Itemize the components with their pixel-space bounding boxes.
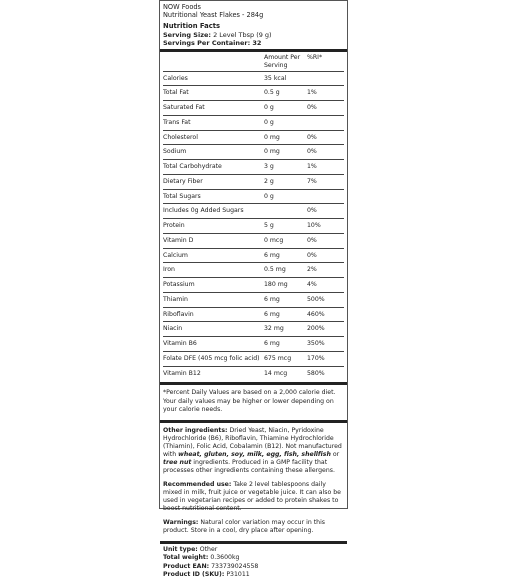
total-weight: Total weight: 0.3600kg: [163, 554, 240, 562]
nutrient-amount: 180 mg: [264, 278, 307, 293]
table-row: [163, 160, 344, 175]
nutrient-ri: 460%: [307, 307, 344, 322]
table-row: [163, 263, 344, 278]
product-ean: Product EAN: 733739024558: [163, 562, 259, 570]
servings-per-container: Servings Per Container: 32: [163, 39, 262, 48]
ingredients: Other ingredients: Dried Yeast, Niacin, Pyridoxine Hydrochloride (B6), Riboflavin, Thiamine Hydrochloride (Thiamin), Folic Acid, Cobalamin (B12). Not manufactured with wheat, gluten, soy, milk, egg, fish, shellfish or tree nut ingredients. Produced in a GMP facility that processes other ingredients containing these allergens.: [163, 426, 342, 474]
unit-info: [163, 544, 344, 580]
nutrient-name: Thiamin: [163, 292, 264, 307]
nutrient-ri: 7%: [307, 174, 344, 189]
nutrient-ri: 200%: [307, 322, 344, 337]
product-id: Product ID (SKU): P31011: [163, 570, 250, 578]
table-row: [163, 322, 344, 337]
table-row: [163, 189, 344, 204]
nutrient-name: Niacin: [163, 322, 264, 337]
nutrient-name: Vitamin B6: [163, 337, 264, 352]
nutrient-name: Total Sugars: [163, 189, 264, 204]
nutrient-name: Total Fat: [163, 86, 264, 101]
nutrient-amount: 0.5 mg: [264, 263, 307, 278]
table-row: [163, 115, 344, 130]
table-header-row: [163, 52, 344, 71]
nutrient-ri: 4%: [307, 278, 344, 293]
table-row: [163, 130, 344, 145]
table-row: [163, 337, 344, 352]
nutrient-ri: [307, 115, 344, 130]
nutrient-ri: 0%: [307, 145, 344, 160]
nutrient-ri: 170%: [307, 351, 344, 366]
nutrient-ri: [307, 71, 344, 86]
nutrient-ri: 0%: [307, 130, 344, 145]
table-row: [163, 71, 344, 86]
nutrient-amount: 0.5 g: [264, 86, 307, 101]
nutrient-amount: 675 mcg: [264, 351, 307, 366]
nutrient-name: Potassium: [163, 278, 264, 293]
nutrient-name: Iron: [163, 263, 264, 278]
nutrient-ri: 580%: [307, 366, 344, 380]
nutrient-ri: 0%: [307, 233, 344, 248]
nutrient-name: Dietary Fiber: [163, 174, 264, 189]
nutrient-ri: 0%: [307, 248, 344, 263]
nutrient-amount: 0 mg: [264, 130, 307, 145]
nutrient-name: Calories: [163, 71, 264, 86]
nutrition-facts-title: Nutrition Facts: [163, 22, 221, 31]
nutrient-name: Includes 0g Added Sugars: [163, 204, 264, 219]
product-name: Nutritional Yeast Flakes - 284g: [163, 11, 264, 20]
nutrient-ri: 10%: [307, 219, 344, 234]
table-row: [163, 307, 344, 322]
nutrient-amount: 2 g: [264, 174, 307, 189]
nutrition-label: [159, 0, 348, 578]
nutrient-amount: 6 mg: [264, 337, 307, 352]
table-row: [163, 86, 344, 101]
nutrient-ri: 2%: [307, 263, 344, 278]
nutrient-amount: [264, 204, 307, 219]
nutrient-ri: 0%: [307, 204, 344, 219]
nutrient-name: Riboflavin: [163, 307, 264, 322]
ri-header: %RI*: [307, 54, 323, 62]
nutrient-amount: 5 g: [264, 219, 307, 234]
nutrient-name: Sodium: [163, 145, 264, 160]
table-row: [163, 292, 344, 307]
nutrient-amount: 6 mg: [264, 248, 307, 263]
table-row: [163, 219, 344, 234]
nutrition-table: [163, 52, 344, 380]
nutrient-amount: 0 g: [264, 115, 307, 130]
table-row: [163, 174, 344, 189]
warnings: Warnings: Natural color variation may occur in this product. Store in a cool, dry place after opening.: [163, 519, 326, 535]
nutrient-amount: 3 g: [264, 160, 307, 175]
nutrient-amount: 6 mg: [264, 307, 307, 322]
nutrient-name: Cholesterol: [163, 130, 264, 145]
nutrient-amount: 32 mg: [264, 322, 307, 337]
nutrient-amount: 6 mg: [264, 292, 307, 307]
table-row: [163, 278, 344, 293]
nutrient-amount: 14 mcg: [264, 366, 307, 380]
table-row: [163, 366, 344, 380]
nutrient-ri: 350%: [307, 337, 344, 352]
table-row: [163, 145, 344, 160]
unit-type: Unit type: Other: [163, 546, 218, 554]
amount-header: Amount Per Serving: [264, 54, 301, 69]
table-row: [163, 204, 344, 219]
table-row: [163, 351, 344, 366]
nutrient-amount: 0 mg: [264, 145, 307, 160]
nutrient-name: Vitamin D: [163, 233, 264, 248]
nutrient-name: Total Carbohydrate: [163, 160, 264, 175]
nutrient-ri: [307, 189, 344, 204]
brand-name: NOW Foods: [163, 3, 201, 11]
nutrient-amount: 0 g: [264, 101, 307, 116]
nutrient-name: Vitamin B12: [163, 366, 264, 380]
nutrient-name: Trans Fat: [163, 115, 264, 130]
nutrient-name: Calcium: [163, 248, 264, 263]
nutrient-name: Folate DFE (405 mcg folic acid): [163, 351, 264, 366]
table-row: [163, 101, 344, 116]
nutrient-ri: 1%: [307, 86, 344, 101]
nutrient-name: Saturated Fat: [163, 101, 264, 116]
nutrient-ri: 0%: [307, 101, 344, 116]
serving-size: Serving Size: 2 Level Tbsp (9 g): [163, 30, 272, 39]
footnote: *Percent Daily Values are based on a 2,000 calorie diet. Your daily values may be higher or lower depending on your calorie needs.: [163, 389, 336, 413]
table-row: [163, 233, 344, 248]
nutrient-amount: 0 g: [264, 189, 307, 204]
recommended-use: Recommended use: Take 2 level tablespoons daily mixed in milk, fruit juice or vegetable juice. It can also be used in vegetarian recipes or added to protein shakes to boost nutritional content.: [163, 481, 341, 513]
nutrient-amount: 0 mcg: [264, 233, 307, 248]
table-row: [163, 248, 344, 263]
nutrient-ri: 500%: [307, 292, 344, 307]
nutrient-amount: 35 kcal: [264, 71, 307, 86]
nutrient-name: Protein: [163, 219, 264, 234]
nutrient-ri: 1%: [307, 160, 344, 175]
